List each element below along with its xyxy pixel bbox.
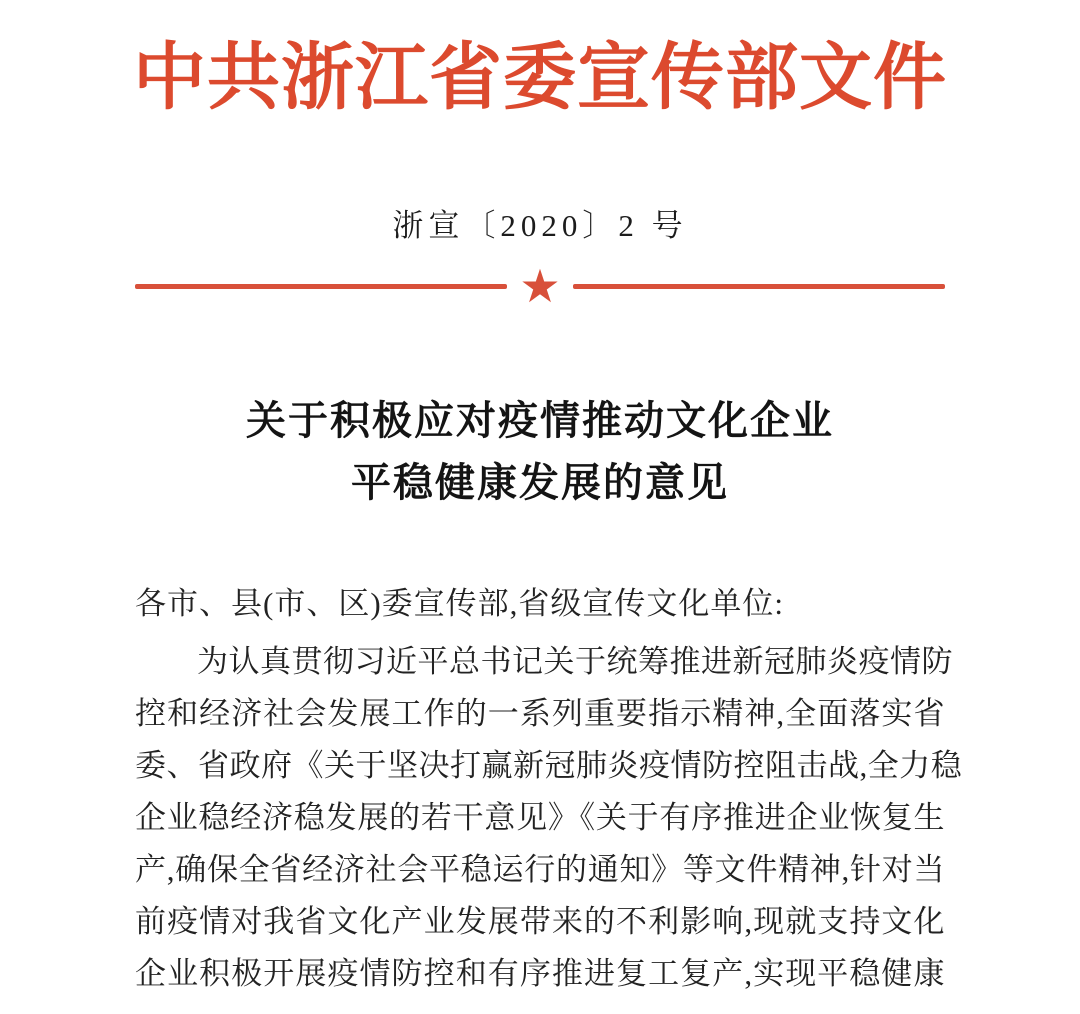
divider-line-right	[573, 284, 945, 289]
star-icon: ★	[519, 261, 561, 312]
body-text-line: 控和经济社会发展工作的一系列重要指示精神,全面落实省	[135, 696, 945, 731]
body-text-line: 产,确保全省经济社会平稳运行的通知》等文件精神,针对当	[135, 852, 945, 887]
document-number: 浙宣〔2020〕2 号	[392, 208, 688, 243]
body-text-line: 企业积极开展疫情防控和有序推进复工复产,实现平稳健康	[135, 956, 945, 991]
body-text-line: 为认真贯彻习近平总书记关于统筹推进新冠肺炎疫情防	[197, 644, 953, 679]
salutation-line: 各市、县(市、区)委宣传部,省级宣传文化单位:	[135, 586, 785, 621]
body-text-line: 委、省政府《关于坚决打赢新冠肺炎疫情防控阻击战,全力稳	[135, 748, 963, 783]
body-text-line: 企业稳经济稳发展的若干意见》《关于有序推进企业恢复生	[135, 800, 945, 835]
document-title	[0, 390, 1080, 514]
document-title-line1: 关于积极应对疫情推动文化企业	[246, 398, 834, 443]
document-header-title: 中共浙江省委宣传部文件	[133, 37, 947, 118]
divider-line-left	[135, 284, 507, 289]
document-title-line2: 平稳健康发展的意见	[351, 460, 729, 505]
body-paragraph	[135, 636, 963, 1000]
body-text-line: 前疫情对我省文化产业发展带来的不利影响,现就支持文化	[135, 904, 945, 939]
red-divider	[135, 261, 945, 312]
